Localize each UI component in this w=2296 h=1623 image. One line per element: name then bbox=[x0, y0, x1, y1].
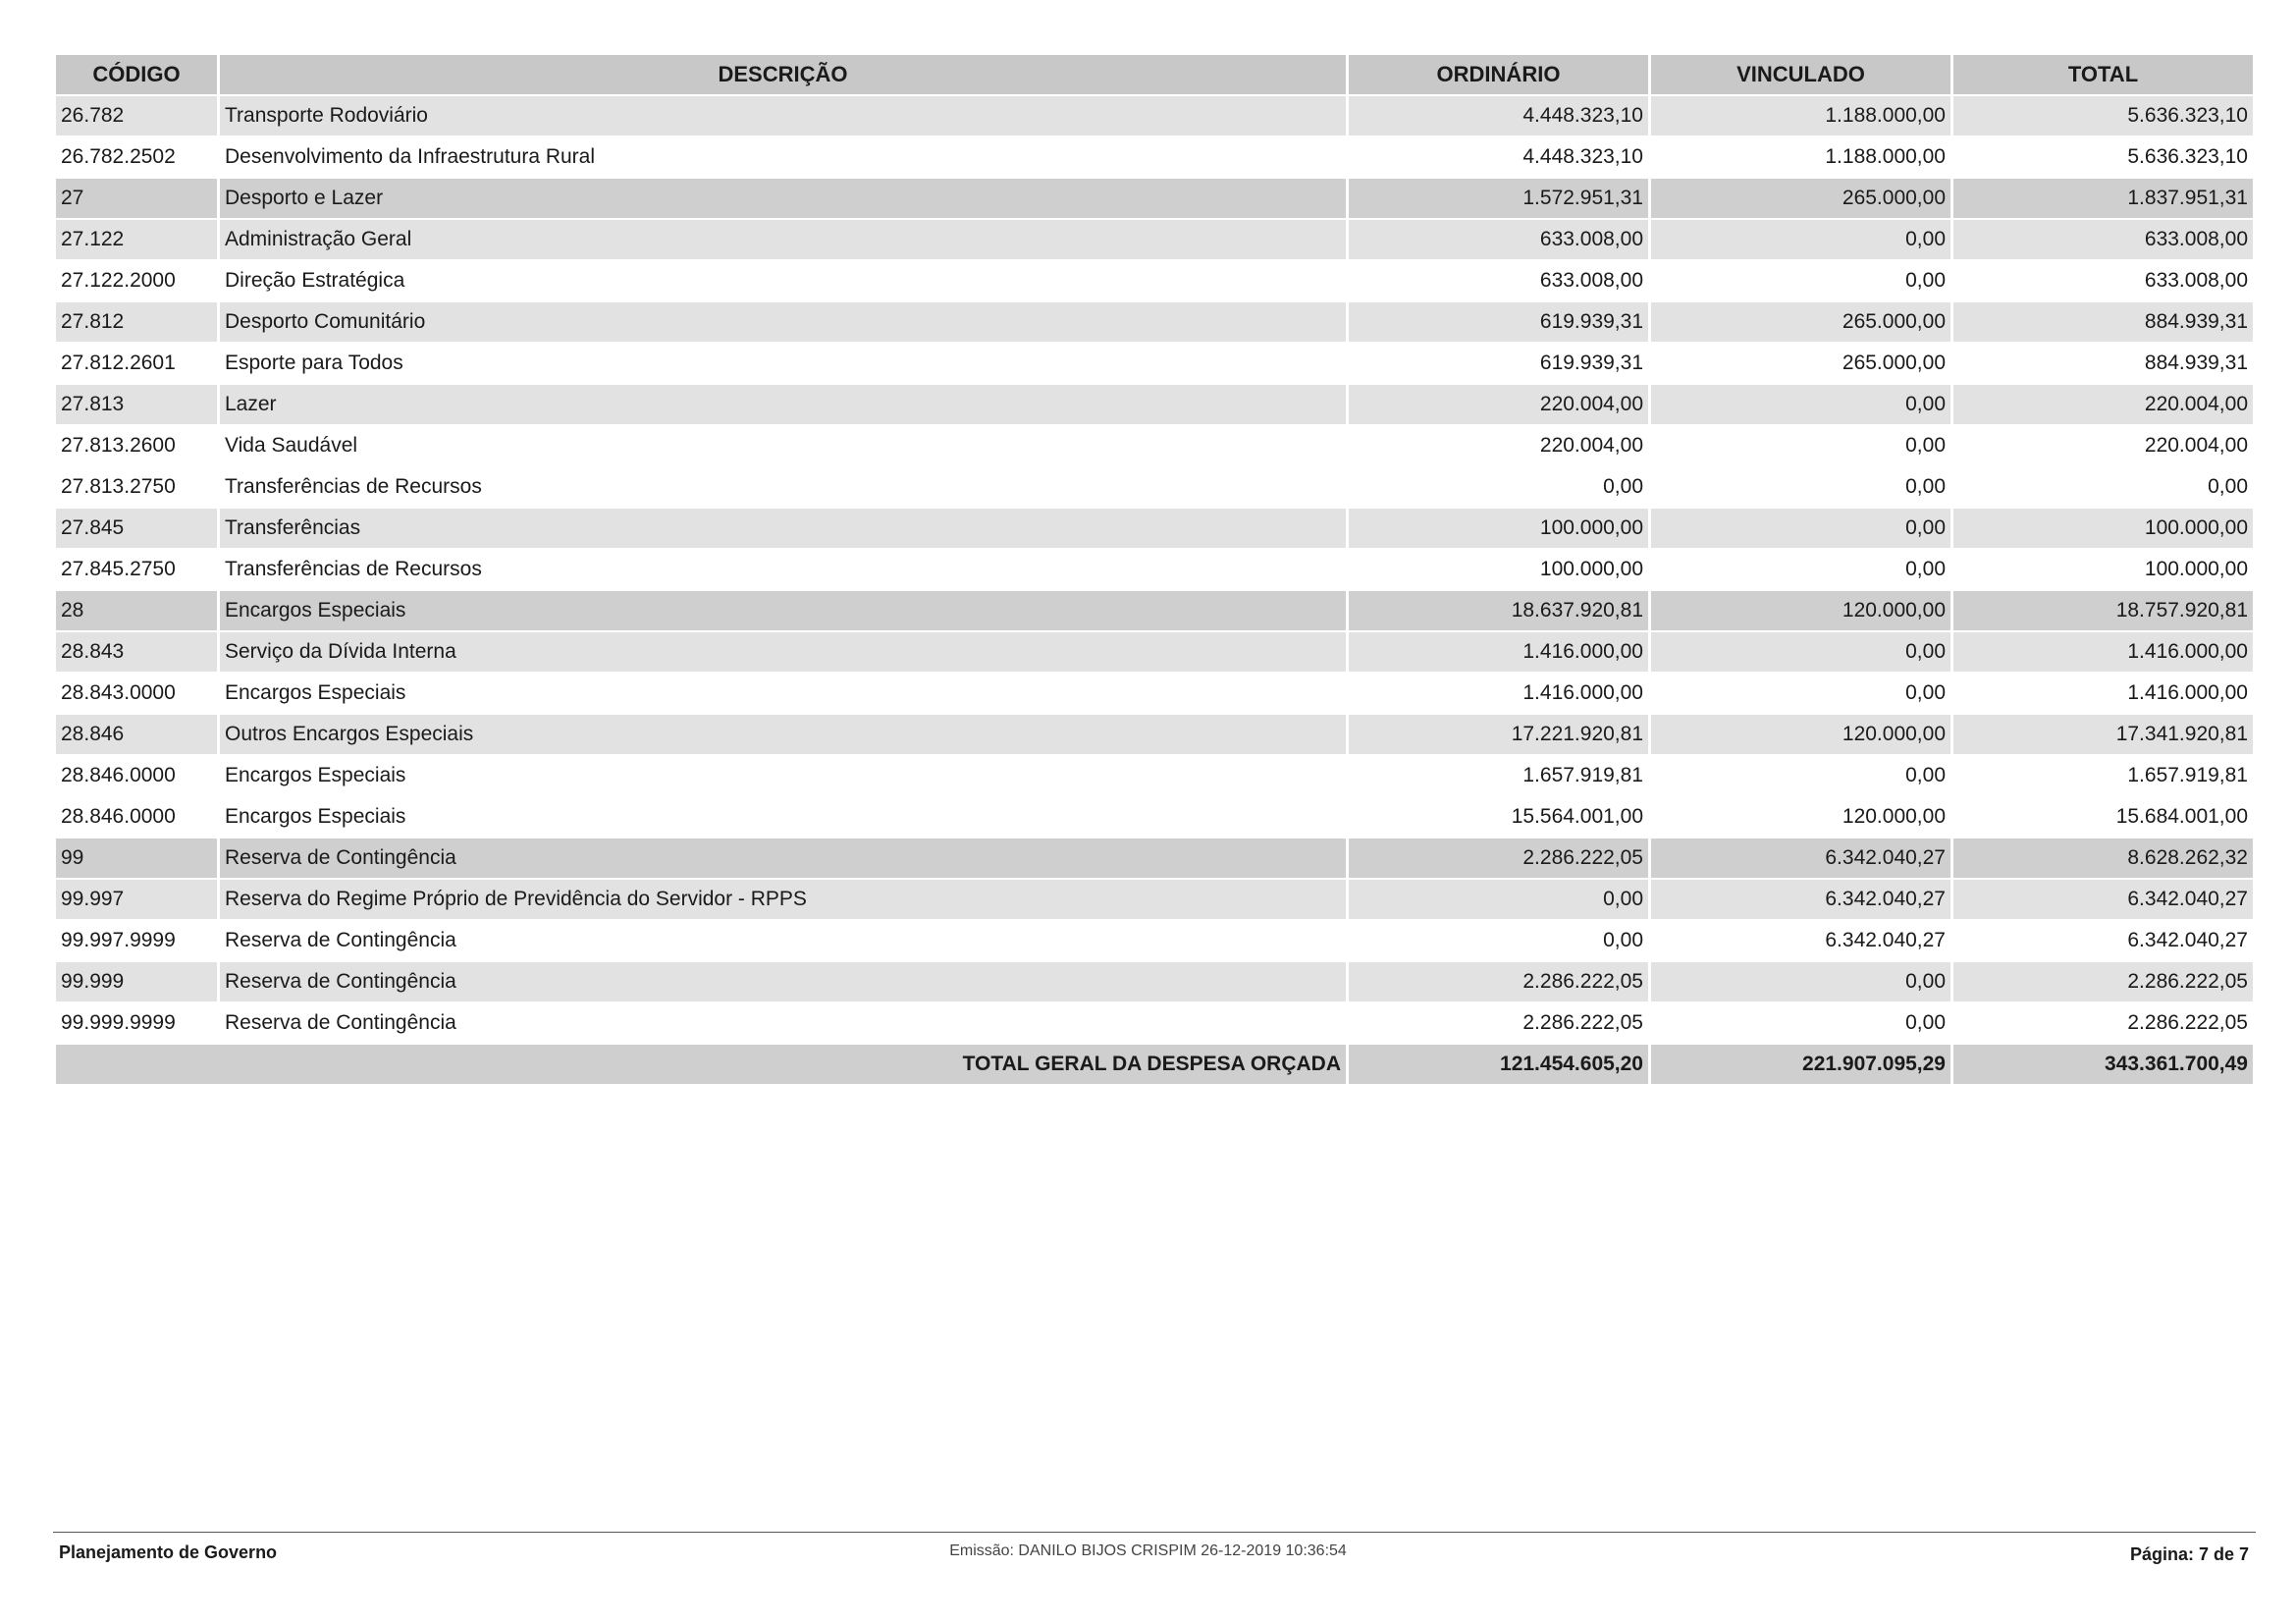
row-vinculado: 265.000,00 bbox=[1651, 302, 1950, 342]
row-ordinario: 17.221.920,81 bbox=[1349, 715, 1648, 754]
row-code: 27.813 bbox=[56, 385, 217, 424]
table-row bbox=[56, 1003, 2253, 1043]
row-description: Desporto Comunitário bbox=[220, 302, 1346, 342]
row-vinculado: 0,00 bbox=[1651, 962, 1950, 1001]
row-code: 27.812 bbox=[56, 302, 217, 342]
row-ordinario: 1.416.000,00 bbox=[1349, 674, 1648, 713]
row-description: Reserva do Regime Próprio de Previdência do Servidor - RPPS bbox=[220, 880, 1346, 919]
row-ordinario: 4.448.323,10 bbox=[1349, 96, 1648, 135]
row-description: Reserva de Contingência bbox=[220, 921, 1346, 960]
row-description: Transferências bbox=[220, 509, 1346, 548]
row-code: 27.122.2000 bbox=[56, 261, 217, 300]
table-row bbox=[56, 467, 2253, 507]
row-description: Desenvolvimento da Infraestrutura Rural bbox=[220, 137, 1346, 177]
row-code: 99 bbox=[56, 839, 217, 878]
row-code: 28.846.0000 bbox=[56, 797, 217, 837]
row-vinculado: 0,00 bbox=[1651, 756, 1950, 795]
table-row bbox=[56, 797, 2253, 837]
row-vinculado: 120.000,00 bbox=[1651, 591, 1950, 630]
row-ordinario: 220.004,00 bbox=[1349, 385, 1648, 424]
row-vinculado: 0,00 bbox=[1651, 220, 1950, 259]
row-code: 99.997 bbox=[56, 880, 217, 919]
row-total: 5.636.323,10 bbox=[1953, 137, 2253, 177]
row-code: 27.812.2601 bbox=[56, 344, 217, 383]
row-total: 100.000,00 bbox=[1953, 509, 2253, 548]
header-vinculado: VINCULADO bbox=[1651, 55, 1950, 94]
row-total: 1.657.919,81 bbox=[1953, 756, 2253, 795]
row-vinculado: 265.000,00 bbox=[1651, 344, 1950, 383]
row-vinculado: 0,00 bbox=[1651, 261, 1950, 300]
row-vinculado: 6.342.040,27 bbox=[1651, 921, 1950, 960]
row-description: Reserva de Contingência bbox=[220, 962, 1346, 1001]
grand-total-label: TOTAL GERAL DA DESPESA ORÇADA bbox=[56, 1045, 1346, 1084]
grand-total-total: 343.361.700,49 bbox=[1953, 1045, 2253, 1084]
row-code: 99.999 bbox=[56, 962, 217, 1001]
row-total: 2.286.222,05 bbox=[1953, 962, 2253, 1001]
table-row bbox=[56, 839, 2253, 878]
row-total: 1.837.951,31 bbox=[1953, 179, 2253, 218]
row-description: Encargos Especiais bbox=[220, 674, 1346, 713]
row-ordinario: 1.416.000,00 bbox=[1349, 632, 1648, 672]
row-code: 27.813.2750 bbox=[56, 467, 217, 507]
row-code: 28 bbox=[56, 591, 217, 630]
row-description: Transferências de Recursos bbox=[220, 467, 1346, 507]
row-total: 884.939,31 bbox=[1953, 302, 2253, 342]
row-total: 100.000,00 bbox=[1953, 550, 2253, 589]
row-vinculado: 120.000,00 bbox=[1651, 797, 1950, 837]
table-row bbox=[56, 302, 2253, 342]
row-code: 27.122 bbox=[56, 220, 217, 259]
table-row bbox=[56, 426, 2253, 465]
row-total: 18.757.920,81 bbox=[1953, 591, 2253, 630]
row-ordinario: 1.657.919,81 bbox=[1349, 756, 1648, 795]
row-ordinario: 619.939,31 bbox=[1349, 302, 1648, 342]
row-code: 26.782 bbox=[56, 96, 217, 135]
header-codigo: CÓDIGO bbox=[56, 55, 217, 94]
row-code: 28.843.0000 bbox=[56, 674, 217, 713]
row-description: Direção Estratégica bbox=[220, 261, 1346, 300]
row-description: Esporte para Todos bbox=[220, 344, 1346, 383]
row-code: 99.997.9999 bbox=[56, 921, 217, 960]
row-ordinario: 0,00 bbox=[1349, 921, 1648, 960]
grand-total-ordinario: 121.454.605,20 bbox=[1349, 1045, 1648, 1084]
row-vinculado: 1.188.000,00 bbox=[1651, 96, 1950, 135]
row-vinculado: 265.000,00 bbox=[1651, 179, 1950, 218]
footer-divider bbox=[53, 1532, 2256, 1533]
row-total: 884.939,31 bbox=[1953, 344, 2253, 383]
table-row bbox=[56, 96, 2253, 135]
table-row bbox=[56, 715, 2253, 754]
table-row bbox=[56, 550, 2253, 589]
row-ordinario: 2.286.222,05 bbox=[1349, 839, 1648, 878]
table-row bbox=[56, 962, 2253, 1001]
row-code: 28.846.0000 bbox=[56, 756, 217, 795]
table-row bbox=[56, 591, 2253, 630]
row-total: 6.342.040,27 bbox=[1953, 880, 2253, 919]
row-vinculado: 6.342.040,27 bbox=[1651, 839, 1950, 878]
table-row bbox=[56, 385, 2253, 424]
budget-table bbox=[53, 53, 2256, 1086]
row-total: 2.286.222,05 bbox=[1953, 1003, 2253, 1043]
row-description: Serviço da Dívida Interna bbox=[220, 632, 1346, 672]
row-vinculado: 6.342.040,27 bbox=[1651, 880, 1950, 919]
row-total: 0,00 bbox=[1953, 467, 2253, 507]
row-description: Outros Encargos Especiais bbox=[220, 715, 1346, 754]
table-row bbox=[56, 880, 2253, 919]
row-total: 6.342.040,27 bbox=[1953, 921, 2253, 960]
row-total: 220.004,00 bbox=[1953, 385, 2253, 424]
table-row bbox=[56, 344, 2253, 383]
footer-system-name: Planejamento de Governo bbox=[59, 1542, 278, 1562]
table-row bbox=[56, 921, 2253, 960]
row-ordinario: 619.939,31 bbox=[1349, 344, 1648, 383]
row-total: 5.636.323,10 bbox=[1953, 96, 2253, 135]
row-total: 633.008,00 bbox=[1953, 261, 2253, 300]
row-code: 27 bbox=[56, 179, 217, 218]
table-row bbox=[56, 137, 2253, 177]
row-vinculado: 0,00 bbox=[1651, 385, 1950, 424]
header-ordinario: ORDINÁRIO bbox=[1349, 55, 1648, 94]
table-row bbox=[56, 674, 2253, 713]
table-row bbox=[56, 220, 2253, 259]
row-code: 27.845 bbox=[56, 509, 217, 548]
row-description: Administração Geral bbox=[220, 220, 1346, 259]
row-vinculado: 0,00 bbox=[1651, 674, 1950, 713]
row-vinculado: 0,00 bbox=[1651, 467, 1950, 507]
row-vinculado: 0,00 bbox=[1651, 426, 1950, 465]
row-vinculado: 0,00 bbox=[1651, 509, 1950, 548]
row-vinculado: 120.000,00 bbox=[1651, 715, 1950, 754]
row-ordinario: 2.286.222,05 bbox=[1349, 1003, 1648, 1043]
table-row bbox=[56, 261, 2253, 300]
grand-total-row bbox=[56, 1045, 2253, 1084]
row-total: 8.628.262,32 bbox=[1953, 839, 2253, 878]
row-description: Encargos Especiais bbox=[220, 756, 1346, 795]
table-row bbox=[56, 756, 2253, 795]
row-description: Lazer bbox=[220, 385, 1346, 424]
row-ordinario: 4.448.323,10 bbox=[1349, 137, 1648, 177]
row-total: 15.684.001,00 bbox=[1953, 797, 2253, 837]
row-ordinario: 0,00 bbox=[1349, 880, 1648, 919]
row-code: 28.843 bbox=[56, 632, 217, 672]
row-description: Transporte Rodoviário bbox=[220, 96, 1346, 135]
header-row bbox=[56, 55, 2253, 94]
footer-page-number: Página: 7 de 7 bbox=[2129, 1544, 2249, 1564]
row-ordinario: 0,00 bbox=[1349, 467, 1648, 507]
table-header bbox=[56, 55, 2253, 94]
row-total: 220.004,00 bbox=[1953, 426, 2253, 465]
row-ordinario: 220.004,00 bbox=[1349, 426, 1648, 465]
row-ordinario: 1.572.951,31 bbox=[1349, 179, 1648, 218]
row-vinculado: 0,00 bbox=[1651, 1003, 1950, 1043]
row-description: Encargos Especiais bbox=[220, 591, 1346, 630]
header-total: TOTAL bbox=[1953, 55, 2253, 94]
row-vinculado: 0,00 bbox=[1651, 550, 1950, 589]
row-description: Vida Saudável bbox=[220, 426, 1346, 465]
row-code: 27.813.2600 bbox=[56, 426, 217, 465]
table-row bbox=[56, 179, 2253, 218]
row-code: 26.782.2502 bbox=[56, 137, 217, 177]
row-ordinario: 633.008,00 bbox=[1349, 220, 1648, 259]
row-total: 17.341.920,81 bbox=[1953, 715, 2253, 754]
row-vinculado: 0,00 bbox=[1651, 632, 1950, 672]
row-description: Desporto e Lazer bbox=[220, 179, 1346, 218]
row-total: 1.416.000,00 bbox=[1953, 674, 2253, 713]
row-ordinario: 100.000,00 bbox=[1349, 550, 1648, 589]
row-ordinario: 2.286.222,05 bbox=[1349, 962, 1648, 1001]
row-total: 1.416.000,00 bbox=[1953, 632, 2253, 672]
row-vinculado: 1.188.000,00 bbox=[1651, 137, 1950, 177]
table-row bbox=[56, 632, 2253, 672]
grand-total-vinculado: 221.907.095,29 bbox=[1651, 1045, 1950, 1084]
row-ordinario: 18.637.920,81 bbox=[1349, 591, 1648, 630]
header-descricao: DESCRIÇÃO bbox=[220, 55, 1346, 94]
row-description: Encargos Especiais bbox=[220, 797, 1346, 837]
footer-emission-info: Emissão: DANILO BIJOS CRISPIM 26-12-2019 10:36:54 bbox=[949, 1542, 1347, 1559]
row-description: Reserva de Contingência bbox=[220, 839, 1346, 878]
table-body bbox=[56, 96, 2253, 1084]
row-code: 28.846 bbox=[56, 715, 217, 754]
row-code: 99.999.9999 bbox=[56, 1003, 217, 1043]
row-description: Transferências de Recursos bbox=[220, 550, 1346, 589]
row-description: Reserva de Contingência bbox=[220, 1003, 1346, 1043]
row-ordinario: 633.008,00 bbox=[1349, 261, 1648, 300]
table-row bbox=[56, 509, 2253, 548]
row-code: 27.845.2750 bbox=[56, 550, 217, 589]
row-ordinario: 100.000,00 bbox=[1349, 509, 1648, 548]
row-total: 633.008,00 bbox=[1953, 220, 2253, 259]
row-ordinario: 15.564.001,00 bbox=[1349, 797, 1648, 837]
